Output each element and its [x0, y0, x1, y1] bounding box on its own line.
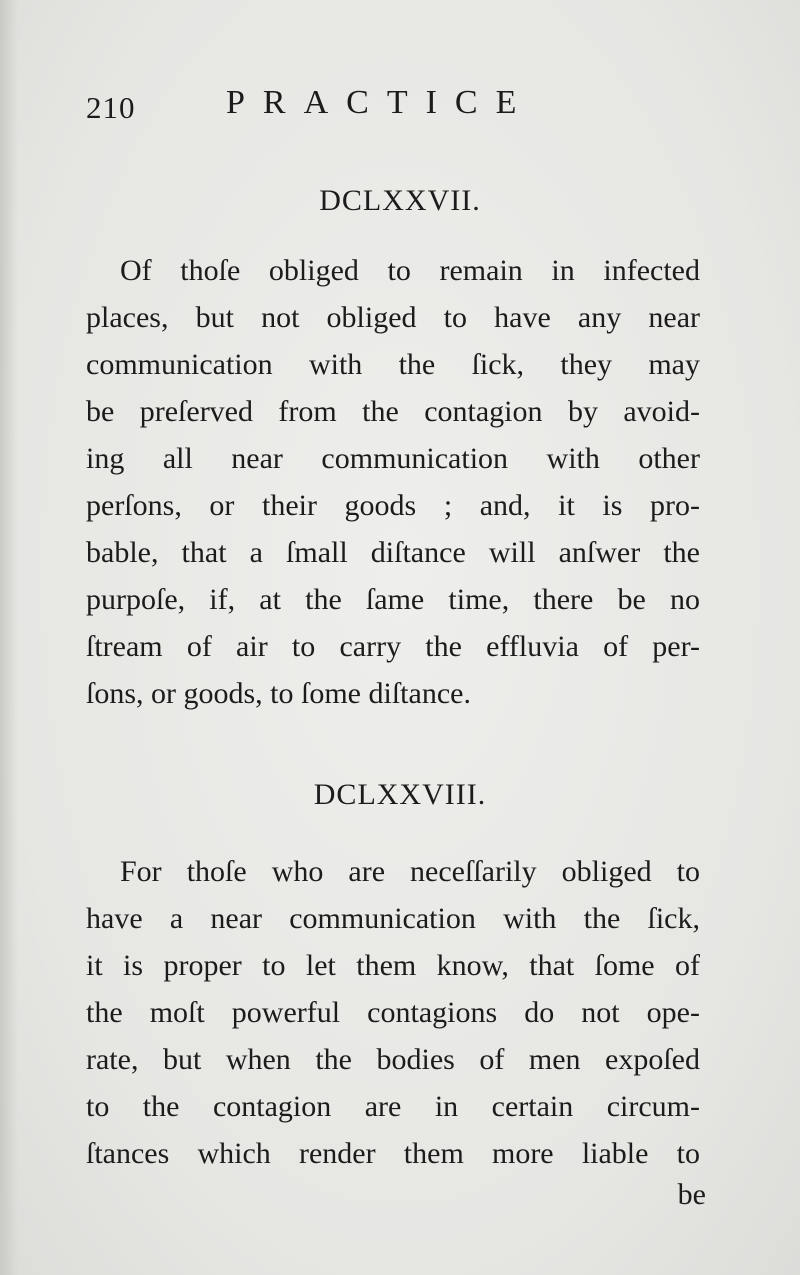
section-heading: DCLXXVIII. — [313, 778, 487, 811]
text-line: Of thoſe obliged to remain in infected — [120, 254, 700, 287]
text-line: to the contagion are in certain circum- — [86, 1090, 700, 1123]
paragraph — [86, 247, 700, 717]
text-line: ſtances which render them more liable to — [86, 1137, 700, 1170]
text-line: communication with the ſick, they may — [86, 348, 700, 381]
text-line: have a near communication with the ſick, — [86, 902, 700, 935]
text-line: ing all near communication with other — [86, 442, 700, 475]
running-title: PRACTICE — [226, 84, 535, 121]
running-head — [86, 84, 706, 128]
text-line: ſons, or goods, to ſome diſtance. — [86, 677, 471, 710]
text-line: it is proper to let them know, that ſome of — [86, 949, 700, 982]
text-line: be preſerved from the contagion by avoid- — [86, 395, 700, 428]
paragraph — [86, 848, 700, 1177]
page-number: 210 — [86, 90, 136, 125]
text-line: ſtream of air to carry the effluvia of per- — [86, 630, 700, 663]
section-heading: DCLXXVII. — [319, 184, 481, 217]
text-line: places, but not obliged to have any near — [86, 301, 700, 334]
catchword: be — [677, 1178, 706, 1211]
text-line: purpoſe, if, at the ſame time, there be no — [86, 583, 700, 616]
text-line: perſons, or their goods ; and, it is pro- — [86, 489, 700, 522]
text-line: bable, that a ſmall diſtance will anſwer the — [86, 536, 700, 569]
text-line: For thoſe who are neceſſarily obliged to — [120, 855, 700, 888]
text-line: the moſt powerful contagions do not ope- — [86, 996, 700, 1029]
text-line: rate, but when the bodies of men expoſed — [86, 1043, 700, 1076]
